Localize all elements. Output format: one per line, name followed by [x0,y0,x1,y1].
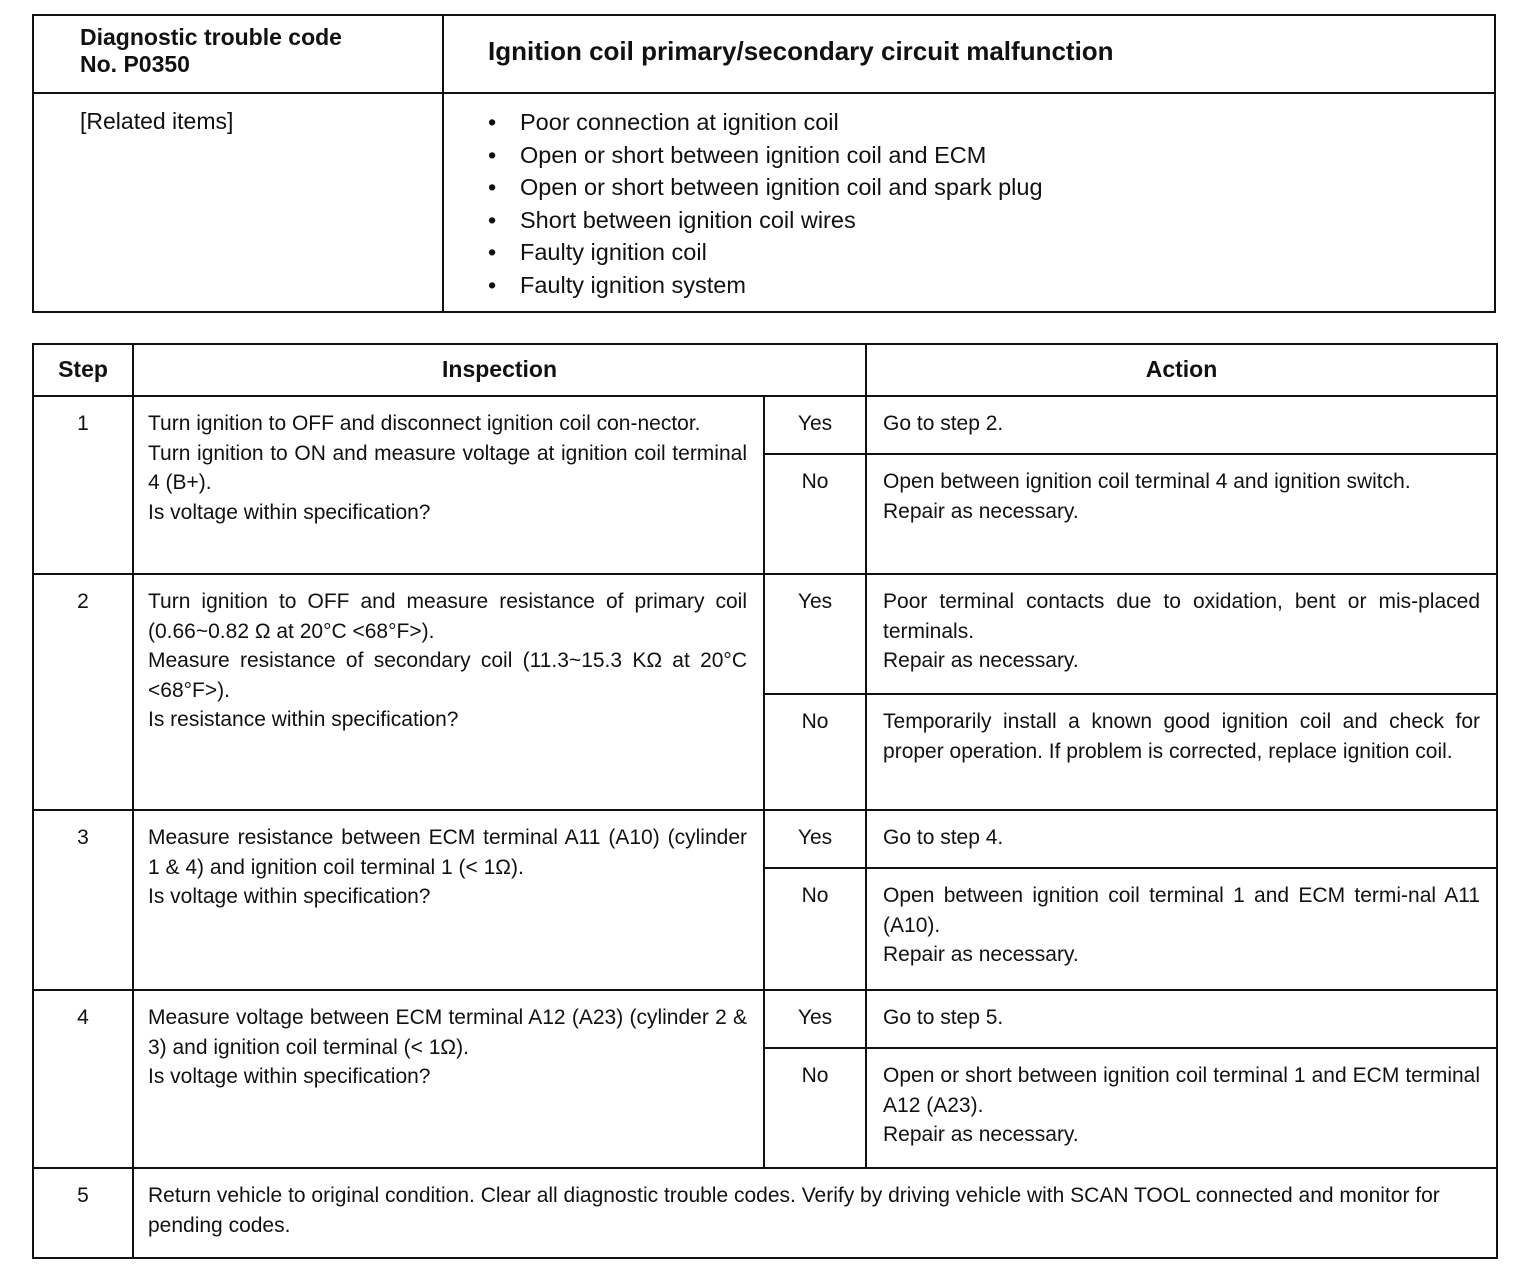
action-line: Go to step 4. [883,826,1004,849]
step-inspection [133,990,764,1168]
yes-action [866,810,1497,868]
no-action [866,694,1497,810]
dtc-title: Ignition coil primary/secondary circuit malfunction [444,16,1494,94]
yes-label: Yes [764,574,866,694]
action-line: Repair as necessary. [883,1123,1079,1146]
no-label: No [764,1048,866,1168]
inspection-line: Is voltage within specification? [148,1065,431,1088]
inspection-line: Turn ignition to OFF and measure resistance of primary coil (0.66~0.82 Ω at 20°C <68°F>). [148,590,747,643]
no-label: No [764,694,866,810]
inspection-line: Is resistance within specification? [148,708,459,731]
yes-action [866,574,1497,694]
dtc-code-value: No. P0350 [80,51,190,77]
related-item: • Open or short between ignition coil and spark plug [488,171,1494,204]
action-line: Go to step 2. [883,412,1004,435]
step-number: 2 [33,574,133,810]
troubleshooting-steps-table [32,343,1498,1259]
related-item: • Short between ignition coil wires [488,204,1494,237]
step-number: 4 [33,990,133,1168]
step-number: 3 [33,810,133,990]
action-line: Open between ignition coil terminal 4 and ignition switch. [883,470,1411,493]
yes-label: Yes [764,990,866,1048]
inspection-line: Is voltage within specification? [148,885,431,908]
step-inspection [133,396,764,574]
action-line: Repair as necessary. [883,649,1079,672]
related-items-list [444,94,1494,302]
action-line: Go to step 5. [883,1006,1004,1029]
related-item: • Faulty ignition coil [488,236,1494,269]
no-action [866,868,1497,990]
step-inspection [133,810,764,990]
final-step-text: Return vehicle to original condition. Clear all diagnostic trouble codes. Verify by driving vehicle with SCAN TOOL connected and monitor for pending codes. [133,1168,1497,1258]
no-action [866,1048,1497,1168]
inspection-line: Measure resistance between ECM terminal A11 (A10) (cylinder 1 & 4) and ignition coil terminal 1 (< 1Ω). [148,826,747,879]
yes-label: Yes [764,810,866,868]
yes-label: Yes [764,396,866,454]
related-items-cell [444,94,1494,311]
related-item: • Open or short between ignition coil and ECM [488,139,1494,172]
action-line: Open between ignition coil terminal 1 and ECM termi-nal A11 (A10). [883,884,1481,937]
dtc-code-label: Diagnostic trouble code [80,24,342,50]
no-action [866,454,1497,574]
inspection-header: Inspection [133,344,866,396]
action-line: Repair as necessary. [883,499,1079,523]
related-item: • Faulty ignition system [488,269,1494,302]
inspection-line: Measure resistance of secondary coil (11.3~15.3 KΩ at 20°C <68°F>). [148,649,747,702]
no-label: No [764,454,866,574]
inspection-line: Turn ignition to OFF and disconnect ignition coil con-nector. [148,412,701,435]
inspection-line: Is voltage within specification? [148,500,431,524]
dtc-header-table [32,14,1496,313]
dtc-code-cell [34,16,444,94]
action-line: Repair as necessary. [883,943,1079,966]
action-line: Open or short between ignition coil terminal 1 and ECM terminal A12 (A23). [883,1064,1481,1117]
related-item: • Poor connection at ignition coil [488,106,1494,139]
yes-action [866,396,1497,454]
no-label: No [764,868,866,990]
action-line: Poor terminal contacts due to oxidation, bent or mis-placed terminals. [883,590,1481,643]
related-items-label: [Related items] [34,94,444,311]
inspection-line: Turn ignition to ON and measure voltage at ignition coil terminal 4 (B+). [148,441,747,494]
inspection-line: Measure voltage between ECM terminal A12 (A23) (cylinder 2 & 3) and ignition coil terminal (< 1Ω). [148,1006,747,1059]
action-header: Action [866,344,1497,396]
yes-action [866,990,1497,1048]
action-line: Temporarily install a known good ignition coil and check for proper operation. If problem is corrected, replace ignition coil. [883,710,1481,763]
step-number: 1 [33,396,133,574]
step-header: Step [33,344,133,396]
step-number: 5 [33,1168,133,1258]
step-inspection [133,574,764,810]
